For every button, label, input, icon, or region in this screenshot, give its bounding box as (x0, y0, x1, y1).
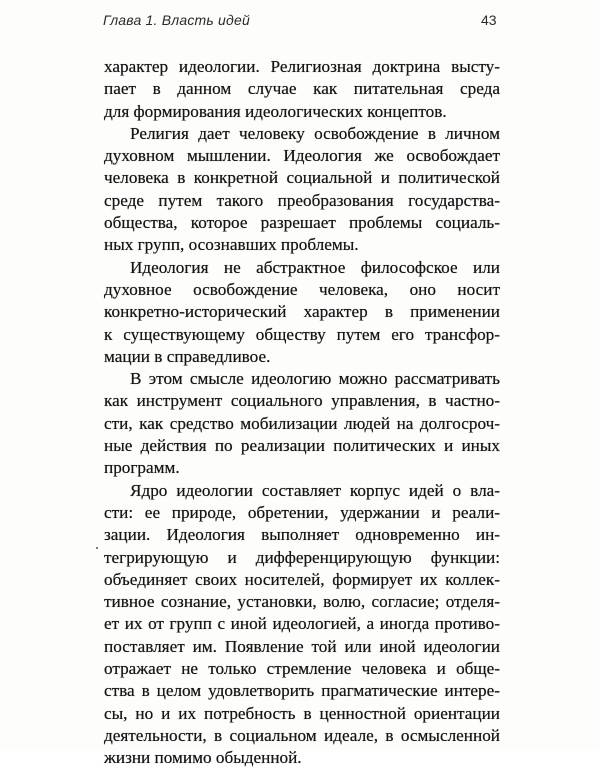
paragraph (104, 368, 500, 479)
paragraph (104, 123, 500, 257)
text-line: человека в конкретной социальной и политической (104, 168, 500, 188)
text-line: мации в справедливое. (104, 346, 271, 366)
body-text (104, 56, 500, 770)
text-line: сти: ее природе, обретении, удержании и реали- (104, 502, 500, 522)
text-line: пает в данном случае как питательная среда (104, 79, 500, 99)
ink-speck (96, 547, 98, 549)
running-head: Глава 1. Власть идей (103, 12, 250, 28)
text-line: объединяет своих носителей, формирует их коллек- (104, 569, 500, 589)
text-line: для формирования идеологических концептов. (104, 101, 447, 121)
text-line: ные действия по реализации политических и иных (104, 436, 500, 456)
text-line: сы, но и их потребность в ценностной ориентации (104, 703, 500, 723)
text-line: зации. Идеология выполняет одновременно ин- (104, 525, 500, 545)
text-line: конкретно-исторический характер в применении (104, 302, 500, 322)
text-line: среде путем такого преобразования государства- (104, 190, 500, 210)
text-line: к существующему обществу путем его трансфор- (104, 324, 500, 344)
text-line: характер идеологии. Религиозная доктрина высту- (104, 57, 500, 76)
text-line: поставляет им. Появление той или иной идеологии (104, 636, 500, 656)
text-line: отражает не только стремление человека и обще- (104, 659, 500, 679)
text-line: тивное сознание, установки, волю, согласие; отделя- (104, 592, 500, 612)
text-line: В этом смысле идеологию можно рассматривать (130, 369, 500, 389)
paragraph (104, 257, 500, 368)
text-line: ных групп, осознавших проблемы. (104, 235, 359, 255)
text-line: общества, которое разрешает проблемы социаль- (104, 213, 500, 233)
page-number: 43 (481, 12, 497, 28)
text-line: Ядро идеологии составляет корпус идей о вла- (130, 480, 500, 500)
text-line: сти, как средство мобилизации людей на долгосроч- (104, 413, 500, 433)
text-line: жизни помимо обыденной. (104, 748, 302, 768)
text-line: Идеология не абстрактное философское или (130, 257, 500, 277)
text-line: ства в целом удовлетворить прагматические интере- (104, 681, 500, 701)
text-line: духовное освобождение человека, оно носит (104, 279, 500, 299)
paragraph (104, 480, 500, 770)
text-line: как инструмент социального управления, в частно- (104, 391, 500, 411)
text-line: тегрирующую и дифференцирующую функции: (104, 547, 500, 567)
text-line: духовном мышлении. Идеология же освобождает (104, 146, 500, 166)
text-line: деятельности, в социальном идеале, в осмысленной (104, 725, 500, 745)
paragraph (104, 56, 500, 123)
text-line: ет их от групп с иной идеологией, а иногда противо- (104, 614, 500, 634)
text-line: Религия дает человеку освобождение в личном (130, 123, 500, 143)
text-line: программ. (104, 458, 180, 478)
